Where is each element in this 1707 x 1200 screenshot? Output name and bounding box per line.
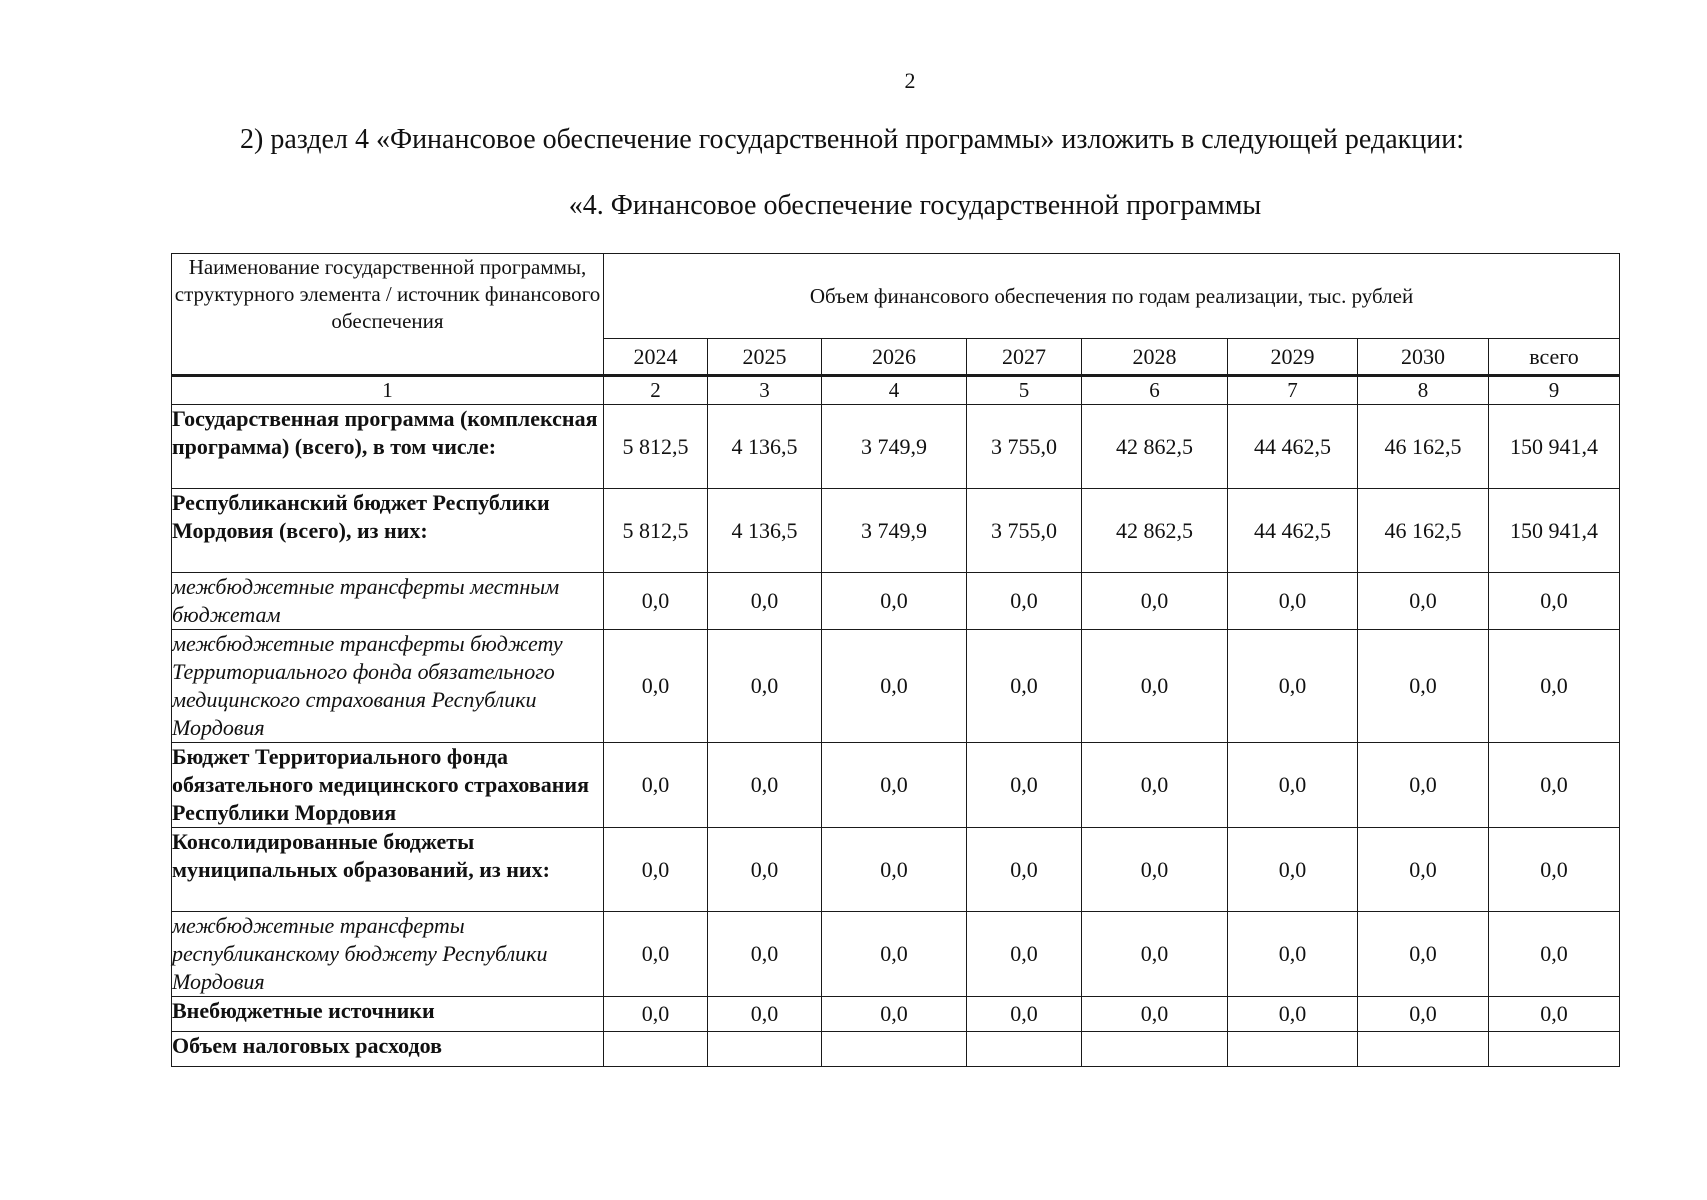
value-cell: 0,0: [1082, 630, 1228, 743]
value-cell: [604, 1032, 708, 1067]
value-cell: 0,0: [822, 828, 967, 912]
value-cell: 0,0: [967, 912, 1082, 997]
value-cell: 0,0: [604, 828, 708, 912]
value-cell: 0,0: [1358, 743, 1489, 828]
total-cell: 150 941,4: [1489, 405, 1620, 489]
value-cell: 42 862,5: [1082, 489, 1228, 573]
value-cell: 0,0: [1228, 573, 1358, 630]
year-header: 2026: [822, 339, 967, 376]
total-cell: 0,0: [1489, 573, 1620, 630]
year-header: 2028: [1082, 339, 1228, 376]
value-cell: 0,0: [822, 997, 967, 1032]
value-cell: 0,0: [1228, 912, 1358, 997]
total-cell: 0,0: [1489, 997, 1620, 1032]
value-cell: 0,0: [604, 743, 708, 828]
year-header: 2025: [708, 339, 822, 376]
total-cell: 0,0: [1489, 912, 1620, 997]
row-label: Консолидированные бюджеты муниципальных образований, из них:: [172, 828, 604, 912]
row-label: Объем налоговых расходов: [172, 1032, 604, 1067]
value-cell: 0,0: [708, 828, 822, 912]
value-cell: 5 812,5: [604, 405, 708, 489]
column-number: 1: [172, 376, 604, 405]
value-cell: 0,0: [708, 912, 822, 997]
value-cell: 44 462,5: [1228, 405, 1358, 489]
year-header: 2030: [1358, 339, 1489, 376]
value-cell: 0,0: [1358, 573, 1489, 630]
value-cell: [708, 1032, 822, 1067]
value-cell: 0,0: [708, 997, 822, 1032]
value-cell: 0,0: [1228, 743, 1358, 828]
table-row: [172, 573, 1620, 630]
row-label: Бюджет Территориального фонда обязательного медицинского страхования Республики Мордовия: [172, 743, 604, 828]
value-cell: 0,0: [604, 997, 708, 1032]
value-cell: 0,0: [708, 630, 822, 743]
value-cell: 0,0: [1228, 828, 1358, 912]
value-cell: 5 812,5: [604, 489, 708, 573]
row-label: межбюджетные трансферты бюджету Территориального фонда обязательного медицинского страхования Республики Мордовия: [172, 630, 604, 743]
page-number: 2: [904, 68, 916, 93]
table-row: [172, 489, 1620, 573]
row-label: межбюджетные трансферты республиканскому бюджету Республики Мордовия: [172, 912, 604, 997]
table-row: [172, 912, 1620, 997]
total-cell: 0,0: [1489, 828, 1620, 912]
row-label: Внебюджетные источники: [172, 997, 604, 1032]
value-cell: [1228, 1032, 1358, 1067]
row-label: межбюджетные трансферты местным бюджетам: [172, 573, 604, 630]
value-cell: 0,0: [1358, 828, 1489, 912]
value-cell: 0,0: [1358, 997, 1489, 1032]
column-number: 4: [822, 376, 967, 405]
financing-table: [171, 253, 1620, 1067]
value-cell: 0,0: [1228, 630, 1358, 743]
section-title: «4. Финансовое обеспечение государственной программы: [568, 190, 1262, 221]
value-cell: 4 136,5: [708, 489, 822, 573]
name-column-header: Наименование государственной программы, структурного элемента / источник финансового обеспечения: [172, 254, 604, 376]
value-cell: 0,0: [604, 630, 708, 743]
value-cell: [1082, 1032, 1228, 1067]
value-cell: 0,0: [1358, 912, 1489, 997]
value-cell: 3 749,9: [822, 489, 967, 573]
total-cell: 150 941,4: [1489, 489, 1620, 573]
total-header: всего: [1489, 339, 1620, 376]
column-number: 6: [1082, 376, 1228, 405]
column-number: 7: [1228, 376, 1358, 405]
value-cell: 0,0: [822, 630, 967, 743]
total-cell: 0,0: [1489, 743, 1620, 828]
table-row: [172, 828, 1620, 912]
value-cell: 42 862,5: [1082, 405, 1228, 489]
year-header: 2024: [604, 339, 708, 376]
value-cell: [822, 1032, 967, 1067]
value-cell: 0,0: [1082, 912, 1228, 997]
value-cell: 0,0: [1228, 997, 1358, 1032]
year-header: 2027: [967, 339, 1082, 376]
value-cell: 0,0: [708, 743, 822, 828]
table-row: [172, 1032, 1620, 1067]
value-cell: 0,0: [822, 912, 967, 997]
value-cell: 0,0: [822, 743, 967, 828]
value-cell: 3 755,0: [967, 489, 1082, 573]
value-cell: 0,0: [1082, 997, 1228, 1032]
value-cell: 0,0: [967, 630, 1082, 743]
value-cell: 0,0: [967, 743, 1082, 828]
table-row: [172, 743, 1620, 828]
value-cell: [1358, 1032, 1489, 1067]
column-number-row: [172, 376, 1620, 405]
column-number: 2: [604, 376, 708, 405]
amendment-intro: 2) раздел 4 «Финансовое обеспечение государственной программы» изложить в следующей редакции:: [240, 124, 1464, 155]
value-cell: 0,0: [604, 573, 708, 630]
value-cell: [967, 1032, 1082, 1067]
value-cell: 0,0: [604, 912, 708, 997]
value-cell: 3 755,0: [967, 405, 1082, 489]
column-number: 3: [708, 376, 822, 405]
value-cell: 0,0: [967, 997, 1082, 1032]
value-cell: 0,0: [967, 573, 1082, 630]
value-cell: 44 462,5: [1228, 489, 1358, 573]
value-cell: 0,0: [1358, 630, 1489, 743]
value-cell: 0,0: [1082, 743, 1228, 828]
table-row: [172, 997, 1620, 1032]
value-cell: 0,0: [967, 828, 1082, 912]
total-cell: 0,0: [1489, 630, 1620, 743]
table-row: [172, 630, 1620, 743]
value-cell: 4 136,5: [708, 405, 822, 489]
value-cell: 46 162,5: [1358, 489, 1489, 573]
year-header: 2029: [1228, 339, 1358, 376]
row-label: Государственная программа (комплексная программа) (всего), в том числе:: [172, 405, 604, 489]
value-cell: 0,0: [822, 573, 967, 630]
column-number: 5: [967, 376, 1082, 405]
value-cell: 0,0: [708, 573, 822, 630]
column-number: 8: [1358, 376, 1489, 405]
row-label: Республиканский бюджет Республики Мордовия (всего), из них:: [172, 489, 604, 573]
total-cell: [1489, 1032, 1620, 1067]
value-cell: 46 162,5: [1358, 405, 1489, 489]
volume-header: Объем финансового обеспечения по годам реализации, тыс. рублей: [604, 254, 1620, 339]
table-row: [172, 405, 1620, 489]
table-body: [172, 405, 1620, 1067]
value-cell: 0,0: [1082, 828, 1228, 912]
value-cell: 3 749,9: [822, 405, 967, 489]
value-cell: 0,0: [1082, 573, 1228, 630]
column-number: 9: [1489, 376, 1620, 405]
